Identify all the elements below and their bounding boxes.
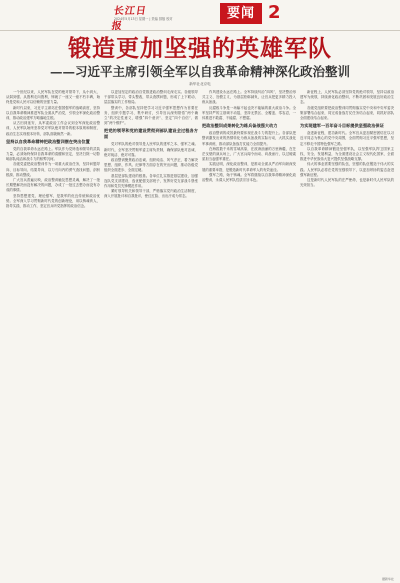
byline: 新华社北京电: [189, 82, 211, 86]
paragraph: 坚持思想建党、理论强军，是我军的优良传统和政治优势。全军深入学习贯彻新时代党的创新理论，用以铸魂育人、指导实践、推动工作，坚定官兵听党指挥的政治信念。: [6, 193, 100, 209]
paragraph: 政治整训聚焦政治忠诚、组织纯洁、风气淳正，着力解决思想、组织、作风、纪律等方面存在的突出问题，推动各级党组织全面进步、全面过硬。: [104, 158, 198, 173]
paragraph: 新征程上，人民军队必须坚持党的绝对领导，坚持以政治建军为统领，持续深化政治整训，不断巩固和发展良好政治生态。: [300, 90, 394, 105]
subheadline: ——习近平主席引领全军以自我革命精神深化政治整训: [49, 64, 350, 79]
article-column: [104, 90, 198, 578]
section-subtitle: 为实现建军一百年奋斗目标提供坚强政治保证: [300, 123, 384, 129]
paragraph: 整训中，各部队坚持把学习习近平强军思想作为首要任务，组织专题学习、集中研讨，引导官兵深刻领悟“两个确立”的决定性意义，增强“四个意识”、坚定“四个自信”、做到“两个维护”。: [104, 105, 198, 126]
paragraph: 各级党组织要把政治整训同贯彻落实党中央和中央军委决策部署结合起来，同完成备战打仗任务结合起来，同抓好部队全面建设结合起来。: [300, 105, 394, 121]
paragraph: 实践证明，深化政治整训，是推动全面从严治军向纵深发展的重要举措，是锻造新时代革命军人的有效途径。: [202, 162, 296, 172]
section-tab: 要闻: [220, 3, 262, 24]
paragraph: 党对军队的绝对领导是人民军队的建军之本、强军之魂。新时代，全军坚决贯彻军委主席负责制，确保部队绝对忠诚、绝对纯洁、绝对可靠。: [104, 142, 198, 157]
masthead: [0, 0, 400, 31]
credit-line: 据新华社: [381, 577, 394, 581]
paragraph: 这是新时代人民军队的庄严使命，也是新时代人民军队的光荣担当。: [300, 178, 394, 188]
section-subtitle: 把党的领导和党的建设贯彻到部队建设全过程各方面: [104, 128, 198, 140]
paragraph: 强军之路，始于铸魂。全军将继续以自我革命精神深化政治整训，永葆人民军队性质宗旨本色。: [202, 172, 296, 183]
paragraph: 奋进新征程，建功新时代。全军官兵更加紧密团结在以习近平同志为核心的党中央周围，全面贯彻习近平强军思想，坚定不移走中国特色强军之路。: [300, 131, 394, 146]
paragraph: 政治整训的成效最终要体现在战斗力的提升上。各部队把整训激发出来的热情转化为练兵备战的实际行动，大抓实战化军事训练，推动部队备战打仗能力全面提升。: [202, 131, 296, 146]
headline: 锻造更加坚强的英雄军队: [68, 36, 332, 62]
paragraph: 紧盯领导机关和领导干部，严格落实党内政治生活制度，深入开展批评和自我批评，使红红脸、出出汗成为常态。: [104, 189, 198, 199]
article-column: [300, 90, 394, 578]
paragraph: 基层是部队建设的根基。各单位扎实推进基层建设，加强连队党支部建设，选优配强支部班子，发挥好党支部战斗堡垒作用和党员先锋模范作用。: [104, 173, 198, 189]
paragraph: 各级党委把政治整训作为一项重大政治任务，坚持问题导向、目标导向、结果导向，以刀刃向内的勇气查找问题、剖析根源、推动整改。: [6, 162, 100, 177]
paragraph: 作风建设永远在路上。全军持续纠治“四风”，坚决整治形式主义、官僚主义，为基层松绑减负，让官兵把更多精力投入练兵备战。: [202, 90, 296, 105]
paragraph: 党的自我革命永远在路上。军队作为党缔造和领导的武装力量，必须始终保持自我革命的清醒和坚定，坚决扫除一切影响部队纯洁和战斗力的积弊沉疴。: [6, 146, 100, 162]
article-column: [202, 90, 296, 578]
article-column: [6, 90, 100, 578]
paragraph: 反腐败斗争是一场输不起也决不能输的重大政治斗争。全军坚持严的主基调不动摇，坚持无禁区、全覆盖、零容忍，一体推进不敢腐、不能腐、不想腐。: [202, 105, 296, 121]
paragraph: 伟大的事业需要坚强的队伍，坚强的队伍锻造于伟大的实践。人民军队必将在党的坚强领导下，以更加昂扬的姿态奋进强军新征程。: [300, 162, 394, 177]
issue-meta: 2024年5月13日 星期一 | 责编 排版 校对: [114, 17, 173, 21]
paragraph: 在海拔数千米的雪域高原，在波涛汹涌的万里海疆，在茫茫戈壁的演兵场上，广大官兵闻令而动、向战而行，以过硬素质担当起强军重任。: [202, 146, 296, 162]
paragraph: 新时代以来，习近平主席站在强国强军的战略高度，坚持以自我革命精神推进军队全面从严治党，引领全军深化政治整训，推动政治建军方略落地生根。: [6, 105, 100, 121]
section-subtitle: 坚持以自我革命精神把政治整训摆在突出位置: [6, 138, 90, 144]
paragraph: 以自我革命精神锻造坚强军队，以坚强军队捍卫国家主权、安全、发展利益，为全面建设社会主义现代化国家、全面推进中华民族伟大复兴提供坚强战略支撑。: [300, 146, 394, 162]
page-number: 2: [268, 2, 281, 23]
paragraph: 一个世纪以来，人民军队在党的绝对领导下，从小到大、从弱到强、从胜利走向胜利，铸就了一座又一座不朽丰碑，始终是党和人民可以信赖的坚强力量。: [6, 90, 100, 105]
newspaper-logo: 长江日报: [110, 6, 148, 32]
article-body: [6, 90, 394, 578]
paragraph: 从古田到延安，从军委政治工作会议到全军深化政治整训，人民军队始终坚持党对军队绝对领导的根本原则和制度，政治生态实现根本好转，部队面貌焕然一新。: [6, 121, 100, 136]
section-subtitle: 把政治整训成果转化为练兵备战强大动力: [202, 123, 278, 129]
paragraph: 广大官兵普遍反映，政治整训触及思想灵魂，解决了一批长期想解决而没有解决的问题，办成了一批过去想办而没有办成的事情。: [6, 178, 100, 193]
paragraph: 以更加坚定的政治自觉推进政治整训走深走实。各级领导干部带头学习、带头整改，带头查摆问题，形成了上下联动、层层落实的工作格局。: [104, 90, 198, 105]
